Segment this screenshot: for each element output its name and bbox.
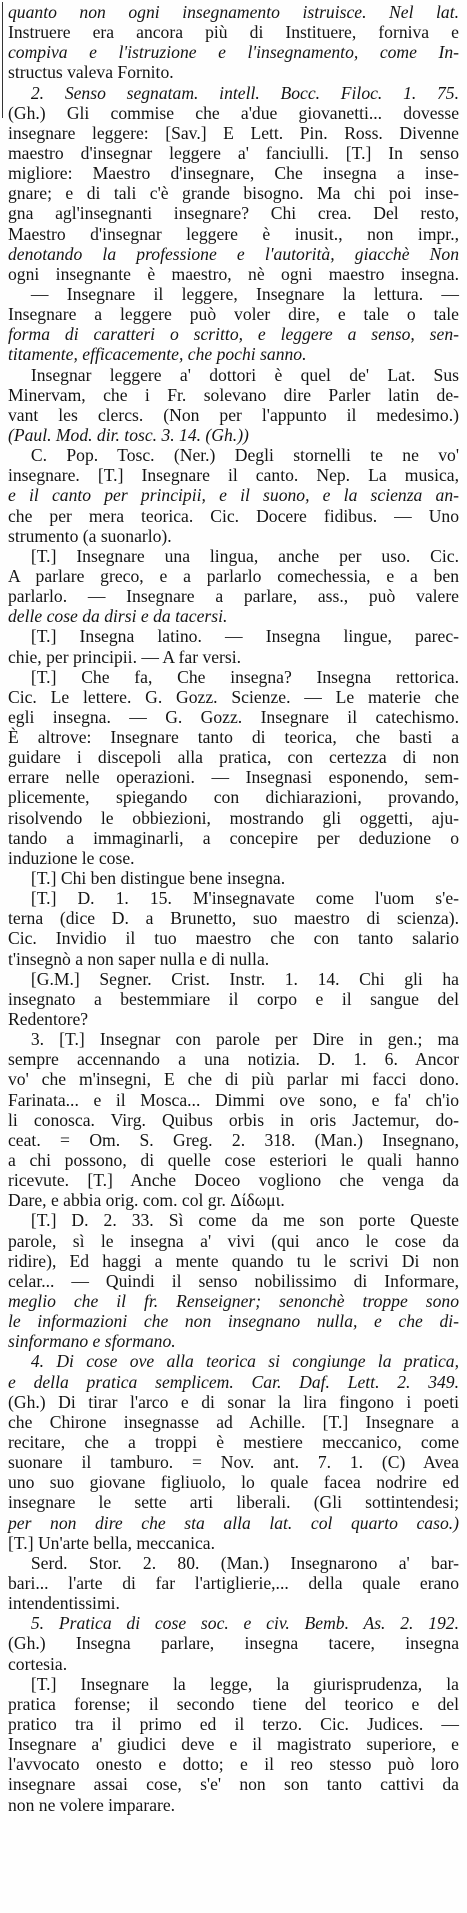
text-line: migliore: Maestro d'insegnare, Che insegna a inse- (8, 163, 459, 184)
dictionary-page (8, 2, 459, 1907)
text-line: 5. Pratica di cose soc. e civ. Bemb. As. 2. 192. (30, 1613, 459, 1634)
text-line: Minervam, che i Fr. solevano dire Parler latin de- (8, 384, 459, 405)
text-line: chie, per principii. — A far versi. (8, 646, 242, 667)
text-line: ridire), Ed haggi a mente quando tu le scrivi Di non (8, 1250, 459, 1271)
text-line: e il canto per principii, e il suono, e la scienza an- (8, 485, 459, 506)
text-line: sempre accennando a una notizia. D. 1. 6. Ancor (8, 1049, 459, 1070)
text-line: l'avvocato onesto e dotto; e il reo stesso può loro (8, 1754, 459, 1775)
text-line: Redentore? (8, 1009, 89, 1030)
text-line: compiva e l'istruzione e l'insegnamento, come In- (8, 42, 459, 63)
text-line: Insegnare a' giudici deve e il magistrato superiore, e (8, 1734, 459, 1755)
text-line: li conosca. Virg. Quibus orbis in oris Jactemur, do- (8, 1109, 459, 1130)
text-line: insegnare le sette arti liberali. (Gli sottintendesi; (8, 1492, 459, 1513)
text-line: egli insegna. — G. Gozz. Insegnare il catechismo. (8, 706, 459, 727)
text-line: meglio che il fr. Renseigner; senonchè troppe sono (8, 1291, 459, 1311)
margin-rule (2, 2, 3, 118)
text-line: forma di caratteri o scritto, e leggere a senso, sen- (8, 324, 459, 345)
text-line: insegnare leggere: [Sav.] E Lett. Pin. Ross. Divenne (8, 122, 459, 143)
text-line: parole, sì le insegna a' vivi (qui anco le cose da (8, 1230, 459, 1251)
text-line: — Insegnare il leggere, Insegnare la lettura. — (30, 283, 459, 304)
text-line: quanto non ogni insegnamento istruisce. Nel lat. (8, 2, 459, 22)
text-line: uno suo giovane figliuolo, lo quale facea nodrire ed (8, 1472, 459, 1493)
text-line: 4. Di cose ove alla teorica si congiunge la pratica, (30, 1351, 459, 1372)
text-line: ceat. = Om. S. Greg. 2. 318. (Man.) Insegnano, (8, 1129, 459, 1150)
text-line: insegnare assai cose, s'e' non son tanto cattivi da (8, 1774, 459, 1795)
text-line: che Chirone insegnasse ad Achille. [T.] Insegnare a (8, 1411, 459, 1432)
text-line: Farinata... e il Mosca... Dimmi ove sono, e fa' ch'io (8, 1089, 459, 1110)
text-line: pratico tra il primo ed il terzo. Cic. Judices. — (8, 1713, 459, 1734)
text-line: bari... l'arte di far l'artiglierie,... della quale erano (8, 1572, 459, 1593)
text-line: gna agl'insegnanti insegnare? Chi crea. Del resto, (8, 203, 459, 224)
text-line: Serd. Stor. 2. 80. (Man.) Insegnarono a' bar- (30, 1552, 459, 1573)
text-line: [T.] Chi ben distingue bene insegna. (30, 868, 286, 889)
text-line: le informazioni che non insegnano nulla, e che di- (8, 1311, 459, 1332)
text-line: induzione le cose. (8, 847, 135, 868)
dictionary-entry-text (8, 2, 459, 1815)
text-line: vant les clercs. (Non per l'appunto il medesimo.) (8, 404, 459, 425)
text-line: titamente, efficacemente, che pochi sanno. (8, 344, 307, 365)
text-line: a chi possono, di quelle cose esteriori le quali hanno (8, 1150, 459, 1171)
text-line: [T.] Insegna latino. — Insegna lingue, parec- (30, 626, 459, 647)
text-line: È altrove: Insegnare tanto di teorica, che basti a (8, 727, 459, 748)
text-line: (Gh.) Insegna parlare, insegna tacere, insegna (8, 1633, 459, 1654)
text-line: plicemente, spiegando con dichiarazioni, provando, (8, 787, 459, 808)
text-line: maestro d'insegnar leggere a' fanciulli. [T.] In senso (8, 142, 459, 163)
text-line: parlarlo. — Insegnare a parlare, ass., può valere (8, 586, 459, 607)
text-line: tando a immaginarli, a concepire per deduzione o (8, 827, 459, 848)
text-line: errare nelle operazioni. — Insegnasi esponendo, sem- (8, 767, 459, 788)
text-line: structus valeva Fornito. (8, 62, 174, 83)
text-line: intendentissimi. (8, 1593, 120, 1614)
text-line: recitare, che a troppi è mestiere meccanico, come (8, 1431, 459, 1452)
text-line: pratica forense; il secondo tiene del teorico e del (8, 1693, 459, 1714)
text-line: (Gh.) Di tirar l'arco e di sonar la lira fingono i poeti (8, 1391, 459, 1412)
text-line: insegnare. [T.] Insegnare il canto. Nep. La musica, (8, 465, 459, 486)
text-line: terna (dice D. a Brunetto, suo maestro di scienza). (8, 908, 459, 929)
text-line: Insegnar leggere a' dottori è quel de' Lat. Sus (30, 364, 459, 385)
text-line: per non dire che sta alla lat. col quarto caso.) (8, 1512, 459, 1533)
text-line: Maestro d'insegnar leggere è inusit., non impr., (8, 223, 459, 244)
text-line: che per mera teorica. Cic. Docere fidibus. — Uno (8, 505, 459, 526)
text-line: [T.] D. 2. 33. Sì come da me son porte Queste (30, 1210, 459, 1231)
text-line: risolvendo le obbiezioni, mostrando gli oggetti, aju- (8, 807, 459, 828)
text-line: ricevute. [T.] Anche Doceo vogliono che venga da (8, 1170, 459, 1191)
text-line: Dare, e abbia orig. com. col gr. Δίδωμι. (8, 1190, 285, 1211)
text-line: Insegnare a leggere può voler dire, e tale o tale (8, 304, 459, 325)
text-line: [G.M.] Segner. Crist. Instr. 1. 14. Chi gli ha (30, 968, 459, 989)
text-line: non ne volere imparare. (8, 1794, 176, 1815)
text-line: e della pratica semplicem. Car. Daf. Lett. 2. 349. (8, 1371, 459, 1392)
text-line: guidare i discepoli alla pratica, con certezza di non (8, 747, 459, 768)
text-line: 2. Senso segnatam. intell. Bocc. Filoc. 1. 75. (30, 82, 459, 103)
text-line: Instruere era ancora più di Instituere, forniva e (8, 22, 459, 43)
text-line: A parlare greco, e a parlarlo comechessia, e a ben (8, 565, 459, 586)
text-line: strumento (a suonarlo). (8, 525, 172, 546)
text-line: Cic. Invidio il tuo maestro che con tanto salario (8, 928, 459, 949)
text-line: (Paul. Mod. dir. tosc. 3. 14. (Gh.)) (8, 424, 249, 445)
text-line: C. Pop. Tosc. (Ner.) Degli stornelli te ne vo' (30, 445, 459, 466)
text-line: vo' che m'insegni, E che di più parlar mi facci dono. (8, 1069, 459, 1090)
text-line: 3. [T.] Insegnar con parole per Dire in gen.; ma (30, 1029, 459, 1050)
text-line: sinformano e sformano. (8, 1331, 176, 1352)
text-line: t'insegnò a non saper nulla e di nulla. (8, 948, 270, 969)
text-line: [T.] Insegnare la legge, la giurisprudenza, la (30, 1673, 459, 1694)
text-line: ogni insegnante è maestro, nè ogni maestro insegna. (8, 263, 459, 284)
text-line: denotando la professione e l'autorità, giacchè Non (8, 243, 459, 264)
text-line: cortesia. (8, 1653, 68, 1674)
text-line: (Gh.) Gli commise che a'due giovanetti... dovesse (8, 102, 459, 123)
text-line: [T.] Insegnare una lingua, anche per uso. Cic. (30, 545, 459, 566)
text-line: insegnato a bestemmiare il corpo e il sangue del (8, 988, 459, 1009)
text-line: [T.] D. 1. 15. M'insegnavate come l'uom s'e- (30, 888, 459, 909)
text-line: Cic. Le lettere. G. Gozz. Scienze. — Le materie che (8, 686, 459, 707)
text-line: celar... — Quindi il senso nobilissimo di Informare, (8, 1270, 459, 1291)
text-line: gnare; e di tali c'è grande bisogno. Ma chi poi inse- (8, 183, 459, 204)
text-line: suonare il tamburo. = Nov. ant. 7. 1. (C) Avea (8, 1452, 459, 1473)
text-line: [T.] Un'arte bella, meccanica. (8, 1532, 216, 1553)
text-line: [T.] Che fa, Che insegna? Insegna rettorica. (30, 666, 459, 687)
text-line: delle cose da dirsi e da tacersi. (8, 606, 228, 627)
